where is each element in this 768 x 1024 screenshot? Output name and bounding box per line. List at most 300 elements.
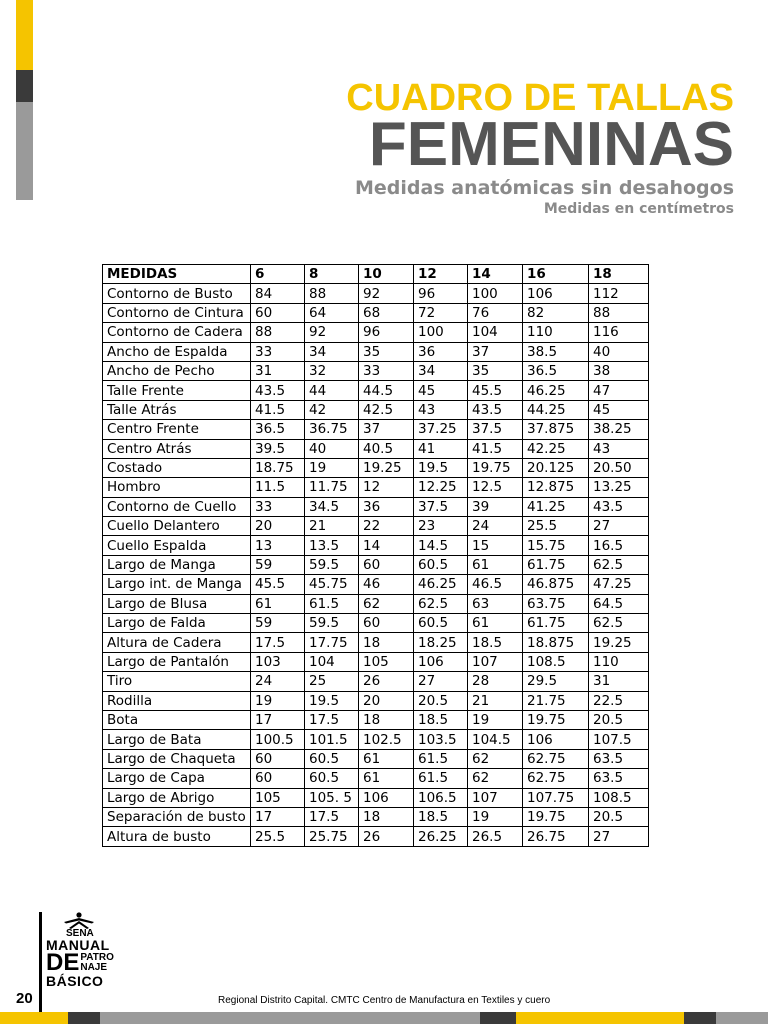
size-value-cell: 61 bbox=[468, 555, 523, 574]
size-value-cell: 60 bbox=[251, 303, 305, 322]
size-value-cell: 96 bbox=[359, 323, 414, 342]
measure-name-cell: Hombro bbox=[103, 478, 251, 497]
size-value-cell: 22 bbox=[359, 517, 414, 536]
size-value-cell: 20 bbox=[251, 517, 305, 536]
measure-name-cell: Cuello Delantero bbox=[103, 517, 251, 536]
strip-segment bbox=[716, 1012, 768, 1024]
size-value-cell: 60 bbox=[359, 555, 414, 574]
size-value-cell: 24 bbox=[251, 672, 305, 691]
size-value-cell: 101.5 bbox=[305, 730, 359, 749]
size-value-cell: 61.75 bbox=[523, 614, 589, 633]
size-value-cell: 92 bbox=[305, 323, 359, 342]
size-value-cell: 40 bbox=[305, 439, 359, 458]
size-value-cell: 103.5 bbox=[414, 730, 468, 749]
size-value-cell: 41.25 bbox=[523, 497, 589, 516]
header-cell: 14 bbox=[468, 265, 523, 284]
size-value-cell: 43.5 bbox=[251, 381, 305, 400]
bottom-color-strip bbox=[0, 1012, 768, 1024]
size-value-cell: 62 bbox=[359, 594, 414, 613]
size-value-cell: 39 bbox=[468, 497, 523, 516]
measure-name-cell: Centro Frente bbox=[103, 420, 251, 439]
page-number: 20 bbox=[16, 990, 33, 1007]
size-value-cell: 17.75 bbox=[305, 633, 359, 652]
size-value-cell: 37.5 bbox=[414, 497, 468, 516]
size-value-cell: 19 bbox=[468, 807, 523, 826]
size-value-cell: 36.5 bbox=[251, 420, 305, 439]
size-value-cell: 108.5 bbox=[589, 788, 649, 807]
subtitle-units: Medidas en centímetros bbox=[543, 201, 734, 217]
table-row bbox=[103, 497, 649, 516]
size-value-cell: 60.5 bbox=[305, 769, 359, 788]
logo-patronaje bbox=[80, 953, 114, 973]
header-cell: 12 bbox=[414, 265, 468, 284]
size-value-cell: 19.75 bbox=[523, 807, 589, 826]
size-value-cell: 26.75 bbox=[523, 827, 589, 846]
size-value-cell: 60 bbox=[251, 749, 305, 768]
size-value-cell: 42.5 bbox=[359, 400, 414, 419]
table-row bbox=[103, 536, 649, 555]
measure-name-cell: Largo de Manga bbox=[103, 555, 251, 574]
size-value-cell: 61 bbox=[359, 769, 414, 788]
size-value-cell: 42.25 bbox=[523, 439, 589, 458]
size-value-cell: 43 bbox=[589, 439, 649, 458]
size-value-cell: 84 bbox=[251, 284, 305, 303]
size-value-cell: 45 bbox=[589, 400, 649, 419]
measure-name-cell: Largo de Bata bbox=[103, 730, 251, 749]
strip-segment bbox=[516, 1012, 684, 1024]
size-value-cell: 16.5 bbox=[589, 536, 649, 555]
strip-segment bbox=[68, 1012, 100, 1024]
table-row bbox=[103, 478, 649, 497]
size-value-cell: 39.5 bbox=[251, 439, 305, 458]
size-value-cell: 26 bbox=[359, 827, 414, 846]
table-row bbox=[103, 652, 649, 671]
size-value-cell: 19.75 bbox=[468, 458, 523, 477]
table-row bbox=[103, 400, 649, 419]
size-value-cell: 105. 5 bbox=[305, 788, 359, 807]
table-row bbox=[103, 614, 649, 633]
size-value-cell: 88 bbox=[251, 323, 305, 342]
measure-name-cell: Talle Frente bbox=[103, 381, 251, 400]
size-value-cell: 25.5 bbox=[523, 517, 589, 536]
size-value-cell: 19 bbox=[305, 458, 359, 477]
size-value-cell: 46.25 bbox=[414, 575, 468, 594]
size-value-cell: 18 bbox=[359, 633, 414, 652]
size-value-cell: 106 bbox=[359, 788, 414, 807]
size-value-cell: 19.25 bbox=[589, 633, 649, 652]
size-value-cell: 72 bbox=[414, 303, 468, 322]
size-value-cell: 106 bbox=[414, 652, 468, 671]
size-value-cell: 88 bbox=[589, 303, 649, 322]
size-chart-table bbox=[102, 264, 649, 847]
size-value-cell: 107 bbox=[468, 652, 523, 671]
size-value-cell: 61.5 bbox=[414, 769, 468, 788]
size-value-cell: 63.5 bbox=[589, 769, 649, 788]
size-value-cell: 110 bbox=[523, 323, 589, 342]
size-value-cell: 18 bbox=[359, 710, 414, 729]
table-row bbox=[103, 633, 649, 652]
size-value-cell: 60 bbox=[359, 614, 414, 633]
measure-name-cell: Contorno de Cuello bbox=[103, 497, 251, 516]
subtitle: Medidas anatómicas sin desahogos bbox=[355, 177, 734, 199]
table-row bbox=[103, 691, 649, 710]
size-value-cell: 20.125 bbox=[523, 458, 589, 477]
side-accent-yellow bbox=[16, 0, 33, 70]
size-value-cell: 62 bbox=[468, 749, 523, 768]
size-value-cell: 18.75 bbox=[251, 458, 305, 477]
size-value-cell: 37.875 bbox=[523, 420, 589, 439]
size-value-cell: 106 bbox=[523, 284, 589, 303]
size-value-cell: 31 bbox=[589, 672, 649, 691]
size-value-cell: 46.5 bbox=[468, 575, 523, 594]
size-value-cell: 19.25 bbox=[359, 458, 414, 477]
measure-name-cell: Largo de Blusa bbox=[103, 594, 251, 613]
size-value-cell: 62.75 bbox=[523, 749, 589, 768]
size-value-cell: 64.5 bbox=[589, 594, 649, 613]
size-value-cell: 43 bbox=[414, 400, 468, 419]
size-value-cell: 104 bbox=[305, 652, 359, 671]
size-value-cell: 60.5 bbox=[414, 555, 468, 574]
logo-patro-text: PATRO bbox=[80, 952, 114, 963]
header-cell: MEDIDAS bbox=[103, 265, 251, 284]
size-value-cell: 22.5 bbox=[589, 691, 649, 710]
table-row bbox=[103, 769, 649, 788]
size-value-cell: 44 bbox=[305, 381, 359, 400]
logo-basico-text: BÁSICO bbox=[46, 973, 104, 989]
measure-name-cell: Contorno de Cintura bbox=[103, 303, 251, 322]
size-value-cell: 38.25 bbox=[589, 420, 649, 439]
strip-segment bbox=[0, 1012, 68, 1024]
measure-name-cell: Contorno de Cadera bbox=[103, 323, 251, 342]
measure-name-cell: Tiro bbox=[103, 672, 251, 691]
size-value-cell: 59 bbox=[251, 614, 305, 633]
size-value-cell: 61.5 bbox=[305, 594, 359, 613]
size-value-cell: 37.25 bbox=[414, 420, 468, 439]
size-value-cell: 19 bbox=[251, 691, 305, 710]
title-line-2: FEMENINAS bbox=[368, 110, 734, 179]
size-value-cell: 11.5 bbox=[251, 478, 305, 497]
size-value-cell: 44.25 bbox=[523, 400, 589, 419]
size-value-cell: 19.5 bbox=[305, 691, 359, 710]
size-value-cell: 37 bbox=[468, 342, 523, 361]
size-value-cell: 27 bbox=[589, 827, 649, 846]
size-value-cell: 18 bbox=[359, 807, 414, 826]
measure-name-cell: Bota bbox=[103, 710, 251, 729]
size-value-cell: 34 bbox=[305, 342, 359, 361]
size-value-cell: 25.75 bbox=[305, 827, 359, 846]
size-value-cell: 36 bbox=[414, 342, 468, 361]
size-value-cell: 100 bbox=[468, 284, 523, 303]
size-value-cell: 102.5 bbox=[359, 730, 414, 749]
size-value-cell: 45.5 bbox=[468, 381, 523, 400]
table-row bbox=[103, 284, 649, 303]
side-accent-gray bbox=[16, 102, 33, 200]
size-value-cell: 41.5 bbox=[251, 400, 305, 419]
measure-name-cell: Largo de Pantalón bbox=[103, 652, 251, 671]
size-value-cell: 61.5 bbox=[414, 749, 468, 768]
size-value-cell: 44.5 bbox=[359, 381, 414, 400]
measure-name-cell: Costado bbox=[103, 458, 251, 477]
size-value-cell: 106 bbox=[523, 730, 589, 749]
size-value-cell: 76 bbox=[468, 303, 523, 322]
size-value-cell: 45 bbox=[414, 381, 468, 400]
size-value-cell: 88 bbox=[305, 284, 359, 303]
title-line-1: CUADRO DE TALLAS bbox=[346, 77, 734, 119]
size-value-cell: 106.5 bbox=[414, 788, 468, 807]
size-value-cell: 34.5 bbox=[305, 497, 359, 516]
size-value-cell: 42 bbox=[305, 400, 359, 419]
size-value-cell: 33 bbox=[359, 361, 414, 380]
header-cell: 6 bbox=[251, 265, 305, 284]
size-value-cell: 27 bbox=[414, 672, 468, 691]
size-value-cell: 13 bbox=[251, 536, 305, 555]
logo-de-text: DE bbox=[46, 949, 80, 976]
size-value-cell: 18.5 bbox=[468, 633, 523, 652]
logo-naje-text: NAJE bbox=[80, 962, 108, 973]
size-value-cell: 36.5 bbox=[523, 361, 589, 380]
table-row bbox=[103, 730, 649, 749]
size-value-cell: 36.75 bbox=[305, 420, 359, 439]
measure-name-cell: Largo int. de Manga bbox=[103, 575, 251, 594]
size-value-cell: 62.75 bbox=[523, 769, 589, 788]
size-value-cell: 62.5 bbox=[414, 594, 468, 613]
measure-name-cell: Largo de Abrigo bbox=[103, 788, 251, 807]
size-value-cell: 41 bbox=[414, 439, 468, 458]
size-value-cell: 61.75 bbox=[523, 555, 589, 574]
measure-name-cell: Altura de Cadera bbox=[103, 633, 251, 652]
size-value-cell: 107 bbox=[468, 788, 523, 807]
table-row bbox=[103, 555, 649, 574]
size-value-cell: 108.5 bbox=[523, 652, 589, 671]
size-value-cell: 46 bbox=[359, 575, 414, 594]
size-value-cell: 18.5 bbox=[414, 807, 468, 826]
logo-sena-text: SENA bbox=[66, 928, 94, 939]
measure-name-cell: Rodilla bbox=[103, 691, 251, 710]
page-header bbox=[346, 78, 734, 218]
logo-de-row bbox=[46, 949, 126, 976]
table-header-row bbox=[103, 265, 649, 284]
table-row bbox=[103, 827, 649, 846]
header-cell: 8 bbox=[305, 265, 359, 284]
size-value-cell: 40 bbox=[589, 342, 649, 361]
size-value-cell: 17 bbox=[251, 710, 305, 729]
size-value-cell: 17 bbox=[251, 807, 305, 826]
size-value-cell: 62 bbox=[468, 769, 523, 788]
size-value-cell: 107.75 bbox=[523, 788, 589, 807]
table-row bbox=[103, 517, 649, 536]
size-value-cell: 20.5 bbox=[589, 710, 649, 729]
table-row bbox=[103, 439, 649, 458]
size-value-cell: 37.5 bbox=[468, 420, 523, 439]
table-row bbox=[103, 381, 649, 400]
size-value-cell: 19.75 bbox=[523, 710, 589, 729]
size-value-cell: 63.75 bbox=[523, 594, 589, 613]
strip-segment bbox=[480, 1012, 516, 1024]
table-body bbox=[103, 284, 649, 846]
size-value-cell: 18.5 bbox=[414, 710, 468, 729]
size-value-cell: 13.25 bbox=[589, 478, 649, 497]
size-value-cell: 105 bbox=[251, 788, 305, 807]
size-value-cell: 26.25 bbox=[414, 827, 468, 846]
size-value-cell: 23 bbox=[414, 517, 468, 536]
size-value-cell: 43.5 bbox=[589, 497, 649, 516]
size-value-cell: 20.50 bbox=[589, 458, 649, 477]
manual-logo bbox=[46, 912, 126, 988]
size-value-cell: 64 bbox=[305, 303, 359, 322]
size-value-cell: 103 bbox=[251, 652, 305, 671]
size-value-cell: 116 bbox=[589, 323, 649, 342]
size-value-cell: 14.5 bbox=[414, 536, 468, 555]
size-value-cell: 21.75 bbox=[523, 691, 589, 710]
measure-name-cell: Centro Atrás bbox=[103, 439, 251, 458]
measure-name-cell: Separación de busto bbox=[103, 807, 251, 826]
measure-name-cell: Ancho de Espalda bbox=[103, 342, 251, 361]
size-value-cell: 38 bbox=[589, 361, 649, 380]
size-value-cell: 11.75 bbox=[305, 478, 359, 497]
size-value-cell: 112 bbox=[589, 284, 649, 303]
size-value-cell: 17.5 bbox=[305, 807, 359, 826]
size-value-cell: 32 bbox=[305, 361, 359, 380]
size-value-cell: 20 bbox=[359, 691, 414, 710]
size-value-cell: 19 bbox=[468, 710, 523, 729]
size-value-cell: 60.5 bbox=[305, 749, 359, 768]
header-cell: 18 bbox=[589, 265, 649, 284]
size-value-cell: 17.5 bbox=[251, 633, 305, 652]
measure-name-cell: Largo de Falda bbox=[103, 614, 251, 633]
size-value-cell: 35 bbox=[359, 342, 414, 361]
size-value-cell: 38.5 bbox=[523, 342, 589, 361]
size-value-cell: 18.25 bbox=[414, 633, 468, 652]
table-row bbox=[103, 710, 649, 729]
size-value-cell: 21 bbox=[305, 517, 359, 536]
size-value-cell: 62.5 bbox=[589, 555, 649, 574]
measure-name-cell: Cuello Espalda bbox=[103, 536, 251, 555]
measure-name-cell: Largo de Capa bbox=[103, 769, 251, 788]
table-row bbox=[103, 575, 649, 594]
size-value-cell: 62.5 bbox=[589, 614, 649, 633]
size-value-cell: 28 bbox=[468, 672, 523, 691]
size-value-cell: 40.5 bbox=[359, 439, 414, 458]
size-value-cell: 15 bbox=[468, 536, 523, 555]
table-row bbox=[103, 303, 649, 322]
size-value-cell: 61 bbox=[251, 594, 305, 613]
size-value-cell: 59.5 bbox=[305, 555, 359, 574]
size-value-cell: 12.25 bbox=[414, 478, 468, 497]
size-value-cell: 46.875 bbox=[523, 575, 589, 594]
size-value-cell: 105 bbox=[359, 652, 414, 671]
size-value-cell: 45.5 bbox=[251, 575, 305, 594]
size-value-cell: 12.5 bbox=[468, 478, 523, 497]
measure-name-cell: Altura de busto bbox=[103, 827, 251, 846]
size-value-cell: 17.5 bbox=[305, 710, 359, 729]
size-value-cell: 59.5 bbox=[305, 614, 359, 633]
size-value-cell: 29.5 bbox=[523, 672, 589, 691]
size-value-cell: 46.25 bbox=[523, 381, 589, 400]
size-value-cell: 100 bbox=[414, 323, 468, 342]
table-row bbox=[103, 458, 649, 477]
size-value-cell: 104.5 bbox=[468, 730, 523, 749]
size-value-cell: 27 bbox=[589, 517, 649, 536]
footer-divider bbox=[39, 912, 42, 1012]
size-value-cell: 26 bbox=[359, 672, 414, 691]
size-value-cell: 104 bbox=[468, 323, 523, 342]
size-value-cell: 18.875 bbox=[523, 633, 589, 652]
size-value-cell: 14 bbox=[359, 536, 414, 555]
size-value-cell: 63.5 bbox=[589, 749, 649, 768]
size-value-cell: 47 bbox=[589, 381, 649, 400]
size-value-cell: 35 bbox=[468, 361, 523, 380]
measure-name-cell: Ancho de Pecho bbox=[103, 361, 251, 380]
size-value-cell: 24 bbox=[468, 517, 523, 536]
size-value-cell: 25.5 bbox=[251, 827, 305, 846]
size-value-cell: 20.5 bbox=[414, 691, 468, 710]
size-value-cell: 36 bbox=[359, 497, 414, 516]
size-value-cell: 110 bbox=[589, 652, 649, 671]
size-value-cell: 107.5 bbox=[589, 730, 649, 749]
size-value-cell: 20.5 bbox=[589, 807, 649, 826]
measure-name-cell: Contorno de Busto bbox=[103, 284, 251, 303]
table-row bbox=[103, 788, 649, 807]
table-row bbox=[103, 594, 649, 613]
footer-credit: Regional Distrito Capital. CMTC Centro de Manufactura en Textiles y cuero bbox=[218, 995, 551, 1006]
size-value-cell: 100.5 bbox=[251, 730, 305, 749]
size-value-cell: 61 bbox=[359, 749, 414, 768]
size-value-cell: 60.5 bbox=[414, 614, 468, 633]
size-value-cell: 19.5 bbox=[414, 458, 468, 477]
size-value-cell: 12.875 bbox=[523, 478, 589, 497]
strip-segment bbox=[684, 1012, 716, 1024]
size-value-cell: 43.5 bbox=[468, 400, 523, 419]
table-row bbox=[103, 807, 649, 826]
measure-name-cell: Largo de Chaqueta bbox=[103, 749, 251, 768]
size-value-cell: 92 bbox=[359, 284, 414, 303]
size-value-cell: 60 bbox=[251, 769, 305, 788]
table-row bbox=[103, 323, 649, 342]
header-cell: 16 bbox=[523, 265, 589, 284]
size-value-cell: 31 bbox=[251, 361, 305, 380]
size-value-cell: 34 bbox=[414, 361, 468, 380]
size-value-cell: 61 bbox=[468, 614, 523, 633]
table-row bbox=[103, 420, 649, 439]
side-accent-dark bbox=[16, 70, 33, 102]
size-value-cell: 45.75 bbox=[305, 575, 359, 594]
size-value-cell: 15.75 bbox=[523, 536, 589, 555]
size-value-cell: 96 bbox=[414, 284, 468, 303]
size-value-cell: 68 bbox=[359, 303, 414, 322]
size-value-cell: 82 bbox=[523, 303, 589, 322]
logo-manual-text: MANUAL bbox=[46, 937, 110, 953]
table-row bbox=[103, 342, 649, 361]
size-value-cell: 12 bbox=[359, 478, 414, 497]
size-value-cell: 37 bbox=[359, 420, 414, 439]
header-cell: 10 bbox=[359, 265, 414, 284]
table-row bbox=[103, 672, 649, 691]
size-value-cell: 26.5 bbox=[468, 827, 523, 846]
size-value-cell: 63 bbox=[468, 594, 523, 613]
size-value-cell: 41.5 bbox=[468, 439, 523, 458]
size-value-cell: 33 bbox=[251, 342, 305, 361]
size-value-cell: 25 bbox=[305, 672, 359, 691]
table-row bbox=[103, 361, 649, 380]
size-value-cell: 59 bbox=[251, 555, 305, 574]
size-value-cell: 13.5 bbox=[305, 536, 359, 555]
size-value-cell: 33 bbox=[251, 497, 305, 516]
measure-name-cell: Talle Atrás bbox=[103, 400, 251, 419]
table-row bbox=[103, 749, 649, 768]
strip-segment bbox=[100, 1012, 480, 1024]
size-value-cell: 21 bbox=[468, 691, 523, 710]
size-value-cell: 47.25 bbox=[589, 575, 649, 594]
